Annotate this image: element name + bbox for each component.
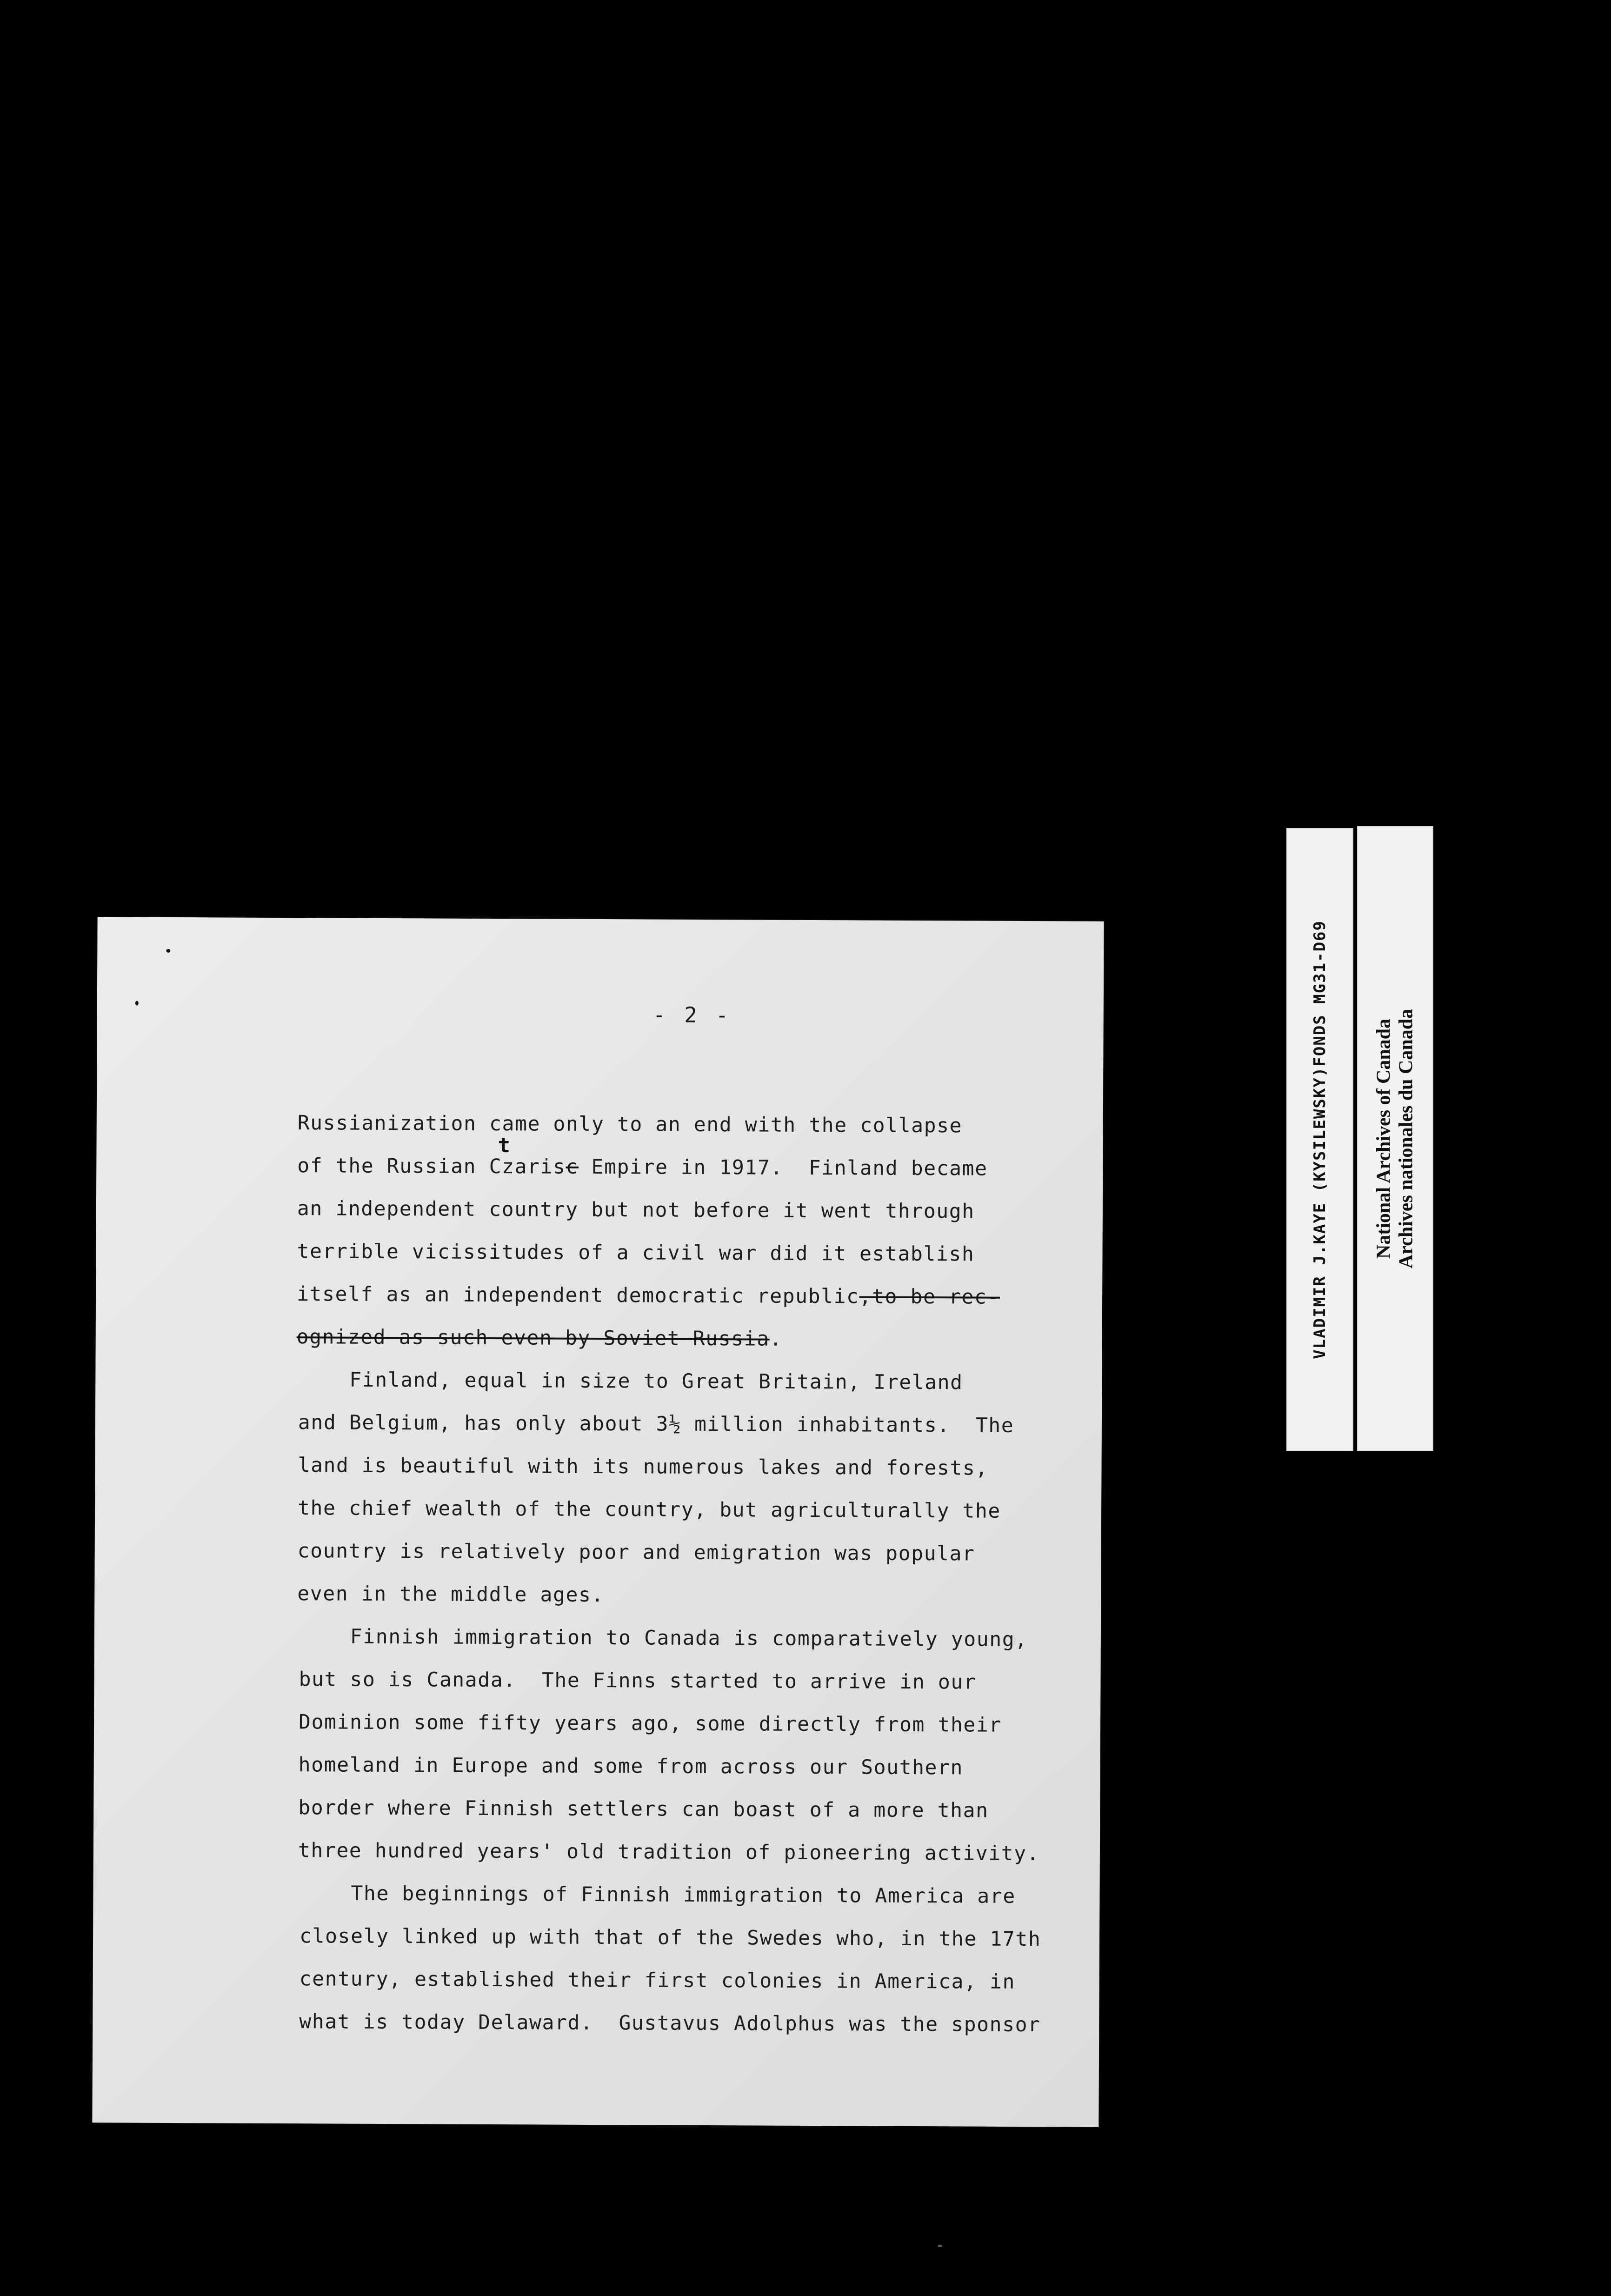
text-line: Finland, equal in size to Great Britain, Ireland (298, 1368, 963, 1395)
text-line: The beginnings of Finnish immigration to America are (300, 1882, 1016, 1908)
dust-speck (938, 2245, 942, 2247)
text-line: country is relatively poor and emigration was popular (297, 1539, 975, 1566)
text-line: and Belgium, has only about 3½ million inhabitants. The (298, 1411, 1014, 1437)
text-line (297, 1284, 1000, 1308)
institution-label (1373, 1009, 1418, 1268)
text-segment: itself as an independent democratic republic (297, 1282, 859, 1308)
text-line: what is today Delaward. Gustavus Adolphus was the sponsor (299, 2010, 1041, 2037)
struck-text: ognized as such even by Soviet Russia (296, 1325, 770, 1351)
text-line: border where Finnish settlers can boast of a more than (298, 1796, 989, 1822)
text-line: but so is Canada. The Finns started to arrive in our (299, 1668, 977, 1694)
institution-label-fr: Archives nationales du Canada (1396, 1008, 1417, 1269)
text-line: an independent country but not before it went through (297, 1197, 975, 1223)
text-line: homeland in Europe and some from across our Southern (298, 1753, 964, 1780)
text-line: Dominion some fifty years ago, some directly from their (299, 1710, 1002, 1737)
page-number: - 2 - (652, 1002, 732, 1028)
text-line: Finnish immigration to Canada is comparatively young, (299, 1625, 1028, 1652)
text-line (297, 1156, 988, 1179)
text-line: closely linked up with that of the Swedes who, in the 17th (300, 1924, 1041, 1951)
struck-text: ,to be rec- (859, 1285, 1000, 1309)
handwritten-insert-mark: t (498, 1134, 511, 1158)
text-line: the chief wealth of the country, but agriculturally the (298, 1496, 1001, 1523)
text-segment: . (769, 1327, 783, 1351)
document-page (92, 917, 1104, 2127)
ink-speck (166, 949, 170, 953)
text-line: Russianization came only to an end with the collapse (297, 1111, 963, 1138)
text-line (297, 1327, 783, 1349)
struck-text: c (566, 1155, 579, 1179)
text-line: terrible vicissitudes of a civil war did it establish (297, 1240, 975, 1266)
ink-speck (135, 1001, 139, 1006)
text-segment: Empire in 1917. Finland became (578, 1155, 988, 1181)
fonds-label-strip (1286, 828, 1353, 1451)
text-line: land is beautiful with its numerous lakes and forests, (298, 1454, 988, 1480)
institution-label-en: National Archives of Canada (1373, 1018, 1395, 1259)
institution-label-strip (1357, 826, 1433, 1451)
text-line: century, established their first colonies in America, in (299, 1967, 1016, 1994)
fonds-label: VLADIMIR J.KAYE (KYSILEWSKY)FONDS MG31-D69 (1311, 920, 1329, 1359)
text-line: even in the middle ages. (297, 1582, 605, 1607)
text-segment: of the Russian Czaris (297, 1154, 566, 1179)
text-line: three hundred years' old tradition of pioneering activity. (298, 1839, 1040, 1866)
